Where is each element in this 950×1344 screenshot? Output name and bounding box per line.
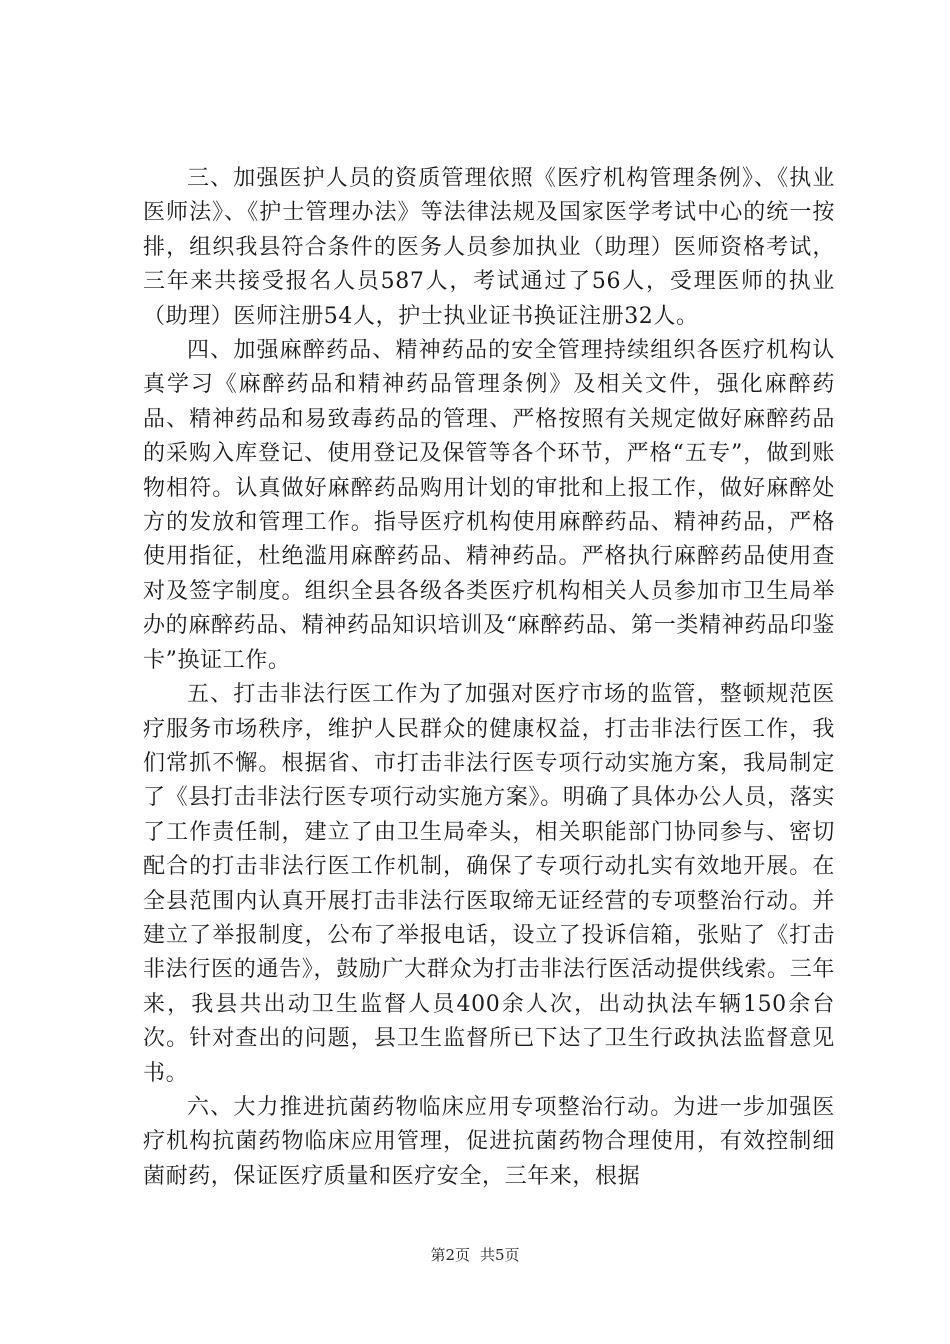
page-number: 第2页 xyxy=(430,1246,470,1264)
paragraph-antibiotic-campaign: 六、大力推进抗菌药物临床应用专项整治行动。为进一步加强医疗机构抗菌药物临床应用管理，促进抗菌药物合理使用，有效控制细菌耐药，保证医疗质量和医疗安全，三年来，根据 xyxy=(143,1094,835,1189)
document-body xyxy=(143,162,835,1194)
page-total: 共5页 xyxy=(480,1246,520,1264)
paragraph-narcotic-drug-management: 四、加强麻醉药品、精神药品的安全管理持续组织各医疗机构认真学习《麻醉药品和精神药品管理条例》及相关文件，强化麻醉药品、精神药品和易致毒药品的管理、严格按照有关规定做好麻醉药品的采购入库登记、使用登记及保管等各个环节，严格“五专”，做到账物相符。认真做好麻醉药品购用计划的审批和上报工作，做好麻醉处方的发放和管理工作。指导医疗机构使用麻醉药品、精神药品，严格使用指征，杜绝滥用麻醉药品、精神药品。严格执行麻醉药品使用查对及签字制度。组织全县各级各类医疗机构相关人员参加市卫生局举办的麻醉药品、精神药品知识培训及“麻醉药品、第一类精神药品印鉴卡”换证工作。 xyxy=(143,338,835,673)
paragraph-illegal-practice-crackdown: 五、打击非法行医工作为了加强对医疗市场的监管，整顿规范医疗服务市场秩序，维护人民群众的健康权益，打击非法行医工作，我们常抓不懈。根据省、市打击非法行医专项行动实施方案，我局制定了《县打击非法行医专项行动实施方案》。明确了具体办公人员，落实了工作责任制，建立了由卫生局牵头，相关职能部门协同参与、密切配合的打击非法行医工作机制，确保了专项行动扎实有效地开展。在全县范围内认真开展打击非法行医取缔无证经营的专项整治行动。并建立了举报制度，公布了举报电话，设立了投诉信箱，张贴了《打击非法行医的通告》，鼓励广大群众为打击非法行医活动提供线索。三年来，我县共出动卫生监督人员400余人次，出动执法车辆150余台次。针对查出的问题，县卫生监督所已下达了卫生行政执法监督意见书。 xyxy=(143,682,835,1086)
page-footer xyxy=(0,1244,950,1265)
paragraph-qualification-management: 三、加强医护人员的资质管理依照《医疗机构管理条例》、《执业医师法》、《护士管理办法》等法律法规及国家医学考试中心的统一按排，组织我县符合条件的医务人员参加执业（助理）医师资格考试，三年来共接受报名人员587人，考试通过了56人，受理医师的执业（助理）医师注册54人，护士执业证书换证注册32人。 xyxy=(143,166,835,329)
